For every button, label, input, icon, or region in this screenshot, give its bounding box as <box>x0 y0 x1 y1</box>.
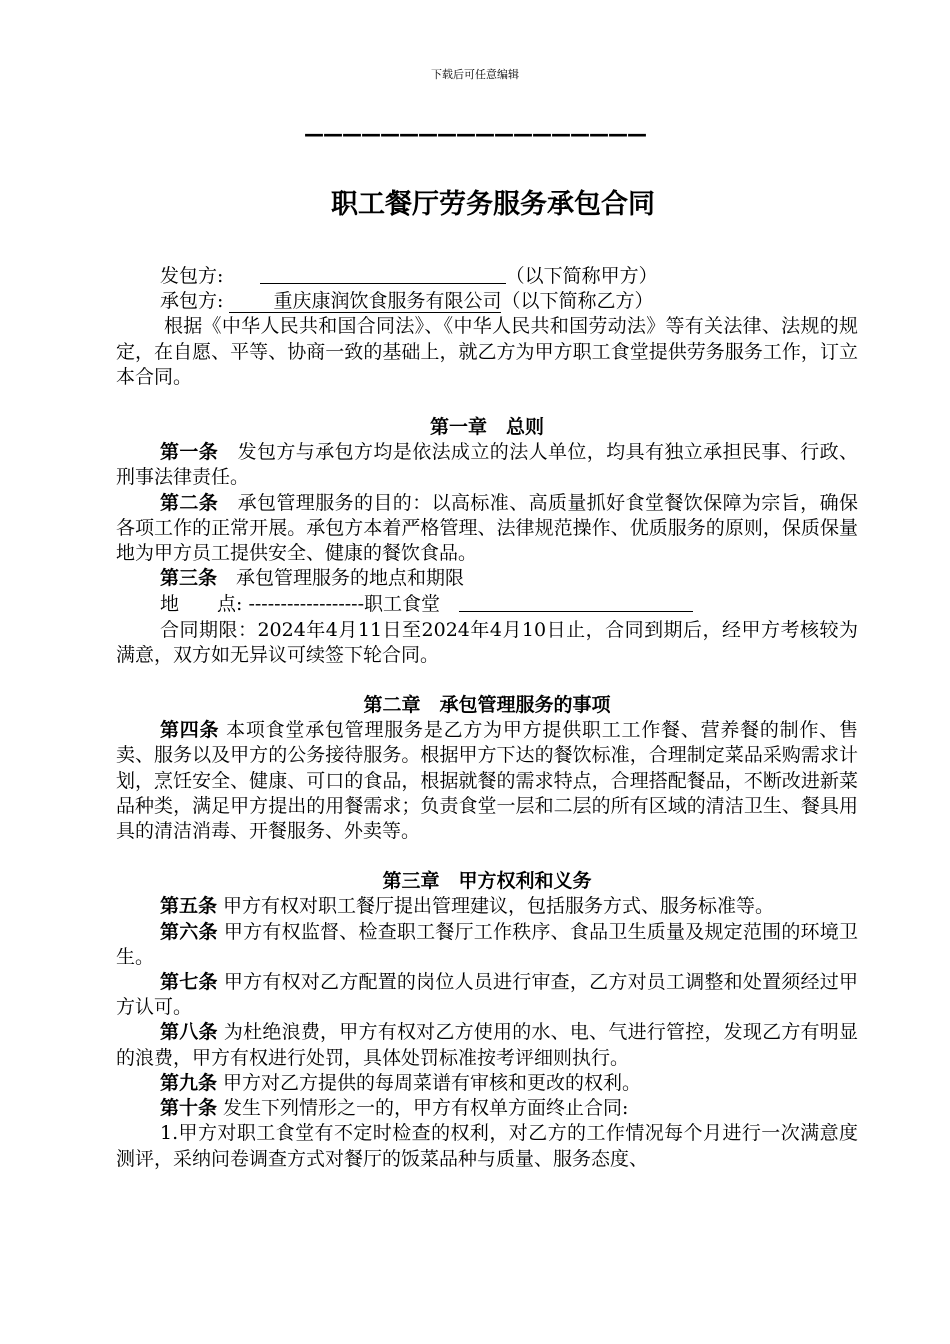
contractor-suffix: （以下简称乙方） <box>501 290 654 313</box>
contractor-line <box>116 289 858 314</box>
issuer-suffix: （以下简称甲方） <box>505 265 658 287</box>
issuer-line <box>116 263 858 289</box>
article-4 <box>116 718 858 844</box>
article-9-label: 第九条 <box>160 1071 218 1094</box>
article-6-text: 甲方有权监督、检查职工餐厅工作秩序、食品卫生质量及规定范围的环境卫生。 <box>116 920 858 968</box>
issuer-label: 发包方: <box>160 265 224 287</box>
contractor-name: 重庆康润饮食服务有限公司 <box>229 291 501 313</box>
article-1-text: 发包方与承包方均是依法成立的法人单位，均具有独立承担民事、行政、刑事法律责任。 <box>116 441 858 489</box>
document-body <box>116 263 858 1172</box>
article-8-label: 第八条 <box>160 1021 218 1044</box>
document-title: 职工餐厅劳务服务承包合同 <box>331 189 655 220</box>
article-5 <box>116 894 858 919</box>
issuer-blank <box>260 263 506 284</box>
article-1-label: 第一条 <box>160 441 219 464</box>
article-3 <box>116 566 858 591</box>
article-10-item-1: 1.甲方对职工食堂有不定时检查的权利，对乙方的工作情况每个月进行一次满意度测评，采纳问卷调查方式对餐厅的饭菜品种与质量、服务态度、 <box>116 1122 858 1170</box>
article-10-label: 第十条 <box>160 1097 218 1120</box>
location-label: 地 点: <box>160 593 243 616</box>
article-2-text: 承包管理服务的目的：以高标准、高质量抓好食堂餐饮保障为宗旨，确保各项工作的正常开展。承包方本着严格管理、法律规范操作、优质服务的原则，保质保量地为甲方员工提供安全、健康的餐饮食品。 <box>116 491 858 565</box>
article-9 <box>116 1071 858 1096</box>
article-9-text: 甲方对乙方提供的每周菜谱有审核和更改的权利。 <box>217 1071 642 1094</box>
article-4-label: 第四条 <box>160 719 220 742</box>
article-5-text: 甲方有权对职工餐厅提出管理建议，包括服务方式、服务标准等。 <box>217 895 775 918</box>
chapter3-heading: 第三章 甲方权利和义务 <box>382 870 592 893</box>
article-5-label: 第五条 <box>160 895 218 918</box>
location-blank <box>459 591 693 612</box>
article-10-text: 发生下列情形之一的，甲方有权单方面终止合同: <box>217 1097 629 1120</box>
article-4-text: 本项食堂承包管理服务是乙方为甲方提供职工工作餐、营养餐的制作、售卖、服务以及甲方的公务接待服务。根据甲方下达的餐饮标准，合理制定菜品采购需求计划，烹饪安全、健康、可口的食品，根据就餐的需求特点，合理搭配餐品，不断改进新菜品种类，满足甲方提出的用餐需求；负责食堂一层和二层的所有区域的清洁卫生、餐具用具的清洁消毒、开餐服务、外卖等。 <box>116 719 858 843</box>
article-3-label: 第三条 <box>160 567 218 590</box>
article-8-text: 为杜绝浪费，甲方有权对乙方使用的水、电、气进行管控，发现乙方有明显的浪费，甲方有权进行处罚，具体处罚标准按考评细则执行。 <box>116 1021 858 1069</box>
contract-term: 合同期限：2024年4月11日至2024年4月10日止，合同到期后，经甲方考核较为满意，双方如无异议可续签下轮合同。 <box>116 618 858 666</box>
article-6-label: 第六条 <box>160 920 218 943</box>
article-10 <box>116 1096 858 1121</box>
header-note: 下载后可任意编辑 <box>431 68 519 81</box>
article-2 <box>116 491 858 567</box>
location-value: ------------------职工食堂 <box>242 593 460 616</box>
article-6 <box>116 920 858 970</box>
article-8 <box>116 1020 858 1070</box>
contractor-label: 承包方: <box>160 290 224 313</box>
chapter2-heading: 第二章 承包管理服务的事项 <box>363 694 611 717</box>
preamble: 根据《中华人民共和国合同法》、《中华人民共和国劳动法》等有关法律、法规的规定，在自愿、平等、协商一致的基础上，就乙方为甲方职工食堂提供劳务服务工作，订立本合同。 <box>116 315 858 388</box>
article-1 <box>116 440 858 490</box>
article-7-label: 第七条 <box>160 971 218 994</box>
chapter1-heading: 第一章 总则 <box>429 416 544 439</box>
article-7-text: 甲方有权对乙方配置的岗位人员进行审查，乙方对员工调整和处置须经过甲方认可。 <box>116 971 858 1019</box>
article-2-label: 第二条 <box>160 491 219 514</box>
separator-line: —————————————————— <box>304 122 646 146</box>
article-7 <box>116 970 858 1020</box>
location-line <box>116 591 858 617</box>
article-3-text: 承包管理服务的地点和期限 <box>217 567 465 590</box>
